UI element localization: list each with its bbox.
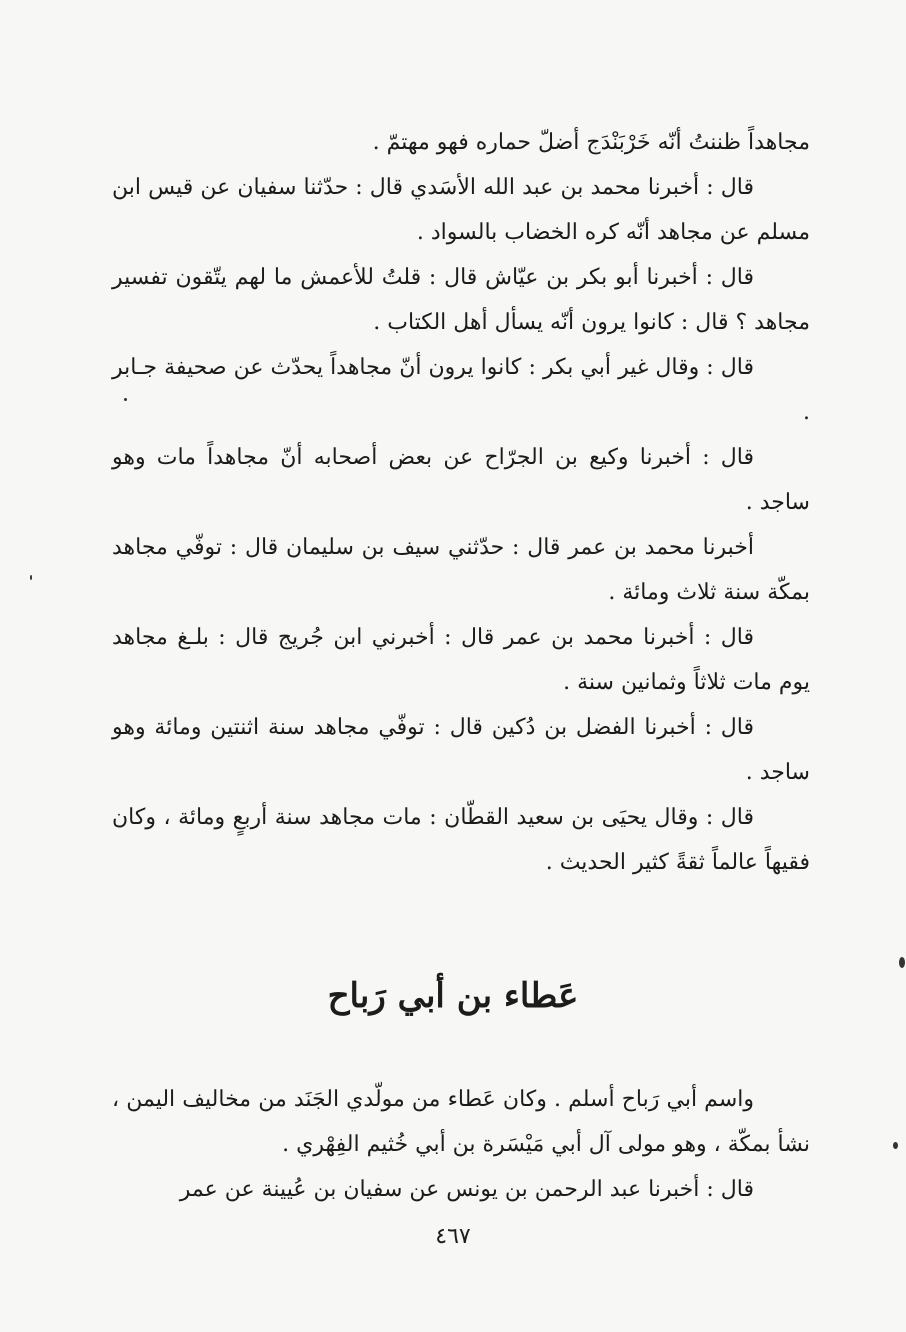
section-heading: عَطاء بن أبي رَباح bbox=[327, 976, 579, 1016]
paragraph: قال : أخبرنا محمد بن عمر قال : أخبرني ابن جُريج قال : بلـغ مجاهد يوم مات ثلاثاً وثمانين سنة . bbox=[112, 625, 810, 695]
scan-speck bbox=[893, 1142, 898, 1149]
scan-speck bbox=[899, 957, 905, 968]
biography-text-ata bbox=[112, 1077, 810, 1212]
paragraph: مجاهداً ظننتُ أنّه خَرْبَنْدَج أضلّ حماره فهو مهتمّ . bbox=[372, 130, 810, 155]
scan-speck bbox=[124, 398, 127, 401]
paragraph: قال : أخبرنا عبد الرحمن بن يونس عن سفيان بن عُيينة عن عمر bbox=[179, 1177, 754, 1202]
biography-text-mujahid bbox=[112, 120, 810, 885]
paragraph: قال : أخبرنا أبو بكر بن عيّاش قال : قلتُ للأعمش ما لهم يتّقون تفسير مجاهد ؟ قال : كانوا يرون أنّه يسأل أهل الكتاب . bbox=[112, 265, 810, 335]
paragraph: أخبرنا محمد بن عمر قال : حدّثني سيف بن سليمان قال : توفّي مجاهد بمكّة سنة ثلاث ومائة . bbox=[112, 535, 810, 605]
scan-speck bbox=[30, 575, 32, 580]
paragraph: قال : أخبرنا محمد بن عبد الله الأسَدي قال : حدّثنا سفيان عن قيس ابن مسلم عن مجاهد أنّه كره الخضاب بالسواد . bbox=[112, 175, 810, 245]
paragraph: قال : أخبرنا الفضل بن دُكين قال : توفّي مجاهد سنة اثنتين ومائة وهو ساجد . bbox=[112, 715, 810, 785]
paragraph: قال : وقال غير أبي بكر : كانوا يرون أنّ مجاهداً يحدّث عن صحيفة جـابر . bbox=[112, 355, 810, 425]
paragraph: قال : أخبرنا وكيع بن الجرّاح عن بعض أصحابه أنّ مجاهداً مات وهو ساجد . bbox=[112, 445, 810, 515]
paragraph: قال : وقال يحيَى بن سعيد القطّان : مات مجاهد سنة أربعٍ ومائة ، وكان فقيهاً عالماً ثقةً كثير الحديث . bbox=[112, 805, 810, 875]
paragraph: واسم أبي رَباح أسلم . وكان عَطاء من مولّدي الجَنَد من مخاليف اليمن ، نشأ بمكّة ، وهو مولى آل أبي مَيْسَرة بن أبي خُثيم الفِهْري . bbox=[112, 1087, 810, 1157]
page-number: ٤٦٧ bbox=[435, 1224, 471, 1249]
